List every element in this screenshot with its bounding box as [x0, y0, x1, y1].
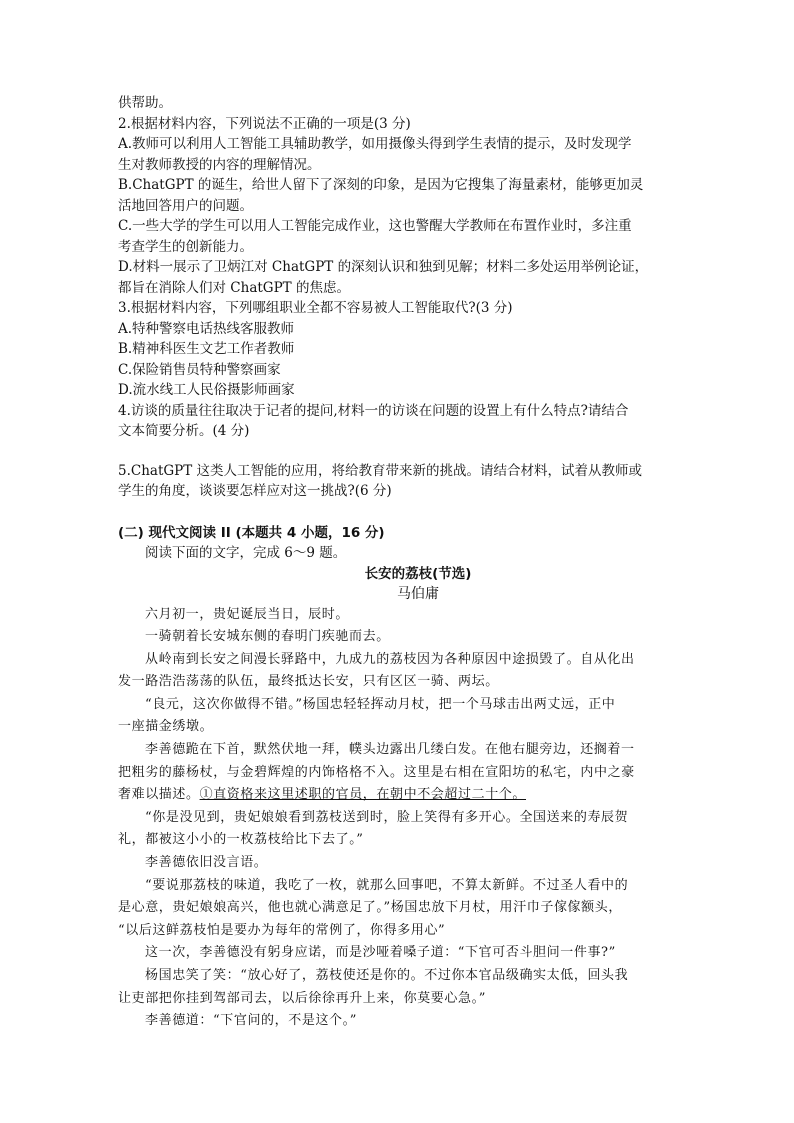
- q2-option-c-line2: 考查学生的创新能力。: [118, 238, 253, 255]
- story-author: 马伯庸: [397, 585, 439, 602]
- q5-line2: 学生的角度，谈谈要怎样应对这一挑战?(6 分): [118, 483, 392, 499]
- q2-option-d-line1: D.材料一展示了卫炳江对 ChatGPT 的深刻认识和独到见解；材料二多处运用举例论证，: [118, 259, 649, 275]
- spacer: [118, 502, 678, 523]
- story-paragraph-cont: 让吏部把你挂到驾部司去，以后徐徐再升上来，你莫要心急。”: [118, 990, 486, 1006]
- story-paragraph: 从岭南到长安之间漫长驿路中，九成九的荔枝因为各种原因中途损毁了。自从化出: [145, 651, 635, 667]
- q4-line1: 4.访谈的质量往往取决于记者的提问,材料一的访谈在问题的设置上有什么特点?请结合: [118, 402, 629, 419]
- q2-option-a-line2: 生对教师教授的内容的理解情况。: [118, 156, 321, 173]
- q2-stem: 2.根据材料内容，下列说法不正确的一项是(3 分): [118, 115, 411, 132]
- q1-tail: 供帮助。: [118, 95, 172, 111]
- story-paragraph: 李善德依旧没言语。: [145, 855, 268, 871]
- underlined-sentence-1: ①直资格来这里述职的官员，在朝中不会超过二十个。: [199, 787, 527, 803]
- story-paragraph-cont: 把粗劣的藤杨杖，与金碧辉煌的内饰格格不入。这里是右相在宣阳坊的私宅，内中之豪: [118, 764, 635, 780]
- q3-option-c: C.保险销售员特种警察画家: [118, 361, 281, 378]
- story-paragraph: 一骑朝着长安城东侧的春明门疾驰而去。: [145, 629, 390, 645]
- q2-option-d-line2: 都旨在消除人们对 ChatGPT 的焦虑。: [118, 279, 350, 296]
- q5-line1: 5.ChatGPT 这类人工智能的应用，将给教育带来新的挑战。请结合材料，试着从教师或: [118, 462, 643, 479]
- story-paragraph-cont: [118, 784, 678, 807]
- story-paragraph: “良元，这次你做得不错。”杨国忠轻轻挥动月杖，把一个马球击出两丈远，正中: [145, 696, 616, 712]
- q3-option-a: A.特种警察电话热线客服教师: [118, 320, 295, 337]
- q3-stem: 3.根据材料内容，下列哪组职业全都不容易被人工智能取代?(3 分): [118, 300, 513, 316]
- q2-option-c-line1: C.一些大学的学生可以用人工智能完成作业，这也警醒大学教师在布置作业时，多注重: [118, 218, 632, 234]
- story-paragraph: 杨国忠笑了笑：“放心好了，荔枝使还是你的。不过你本官品级确实太低，回头我: [145, 968, 629, 983]
- q4-line2: 文本简要分析。(4 分): [118, 423, 250, 439]
- q3-option-d: D.流水线工人民俗摄影师画家: [118, 382, 295, 398]
- story-paragraph: 李善德道：“下官问的，不是这个。”: [145, 1013, 357, 1029]
- story-paragraph-cont: 是心意，贵妃娘娘高兴，他也就心满意足了。”杨国忠放下月杖，用汗巾子傢傢额头，: [118, 900, 622, 916]
- spacer: [118, 442, 678, 461]
- section-title: (二) 现代文阅读 II (本题共 4 小题，16 分): [118, 524, 385, 541]
- story-paragraph-cont: 一座描金绣墩。: [118, 719, 214, 735]
- q3-option-b: B.精神科医生文艺工作者教师: [118, 341, 295, 357]
- story-paragraph-cont: “以后这鲜荔枝怕是要办为每年的常例了，你得多用心”: [118, 922, 446, 938]
- story-paragraph: “你是没见到，贵妃娘娘看到荔枝送到时，脸上笑得有多开心。全国送来的寿辰贺: [145, 809, 629, 825]
- story-paragraph-cont: 发一路浩浩荡荡的队伍，最终抵达长安，只有区区一骑、两坛。: [118, 674, 499, 690]
- q2-option-a-line1: A.教师可以利用人工智能工具辅助教学，如用摄像头得到学生表情的提示，及时发现学: [118, 136, 632, 152]
- story-paragraph-cont: 礼，都被这小小的一枚荔枝给比下去了。”: [118, 832, 364, 848]
- story-paragraph: “要说那荔枝的味道，我吃了一枚，就那么回事吧，不算太新鲜。不过圣人看中的: [145, 877, 629, 893]
- story-paragraph: 李善德跪在下首，默然伏地一拜，幞头边露出几缕白发。在他右腿旁边，还搁着一: [145, 742, 635, 758]
- story-paragraph: 这一次，李善德没有躬身应诺，而是沙哑着嗓子道：“下官可否斗胆问一件事?”: [145, 945, 616, 961]
- q2-option-b-line1: B.ChatGPT 的诞生，给世人留下了深刻的印象，是因为它搜集了海量素材，能够更加灵: [118, 177, 644, 193]
- story-title: 长安的荔枝(节选): [364, 565, 472, 582]
- q2-option-b-line2: 活地回答用户的问题。: [118, 197, 253, 214]
- story-paragraph: 六月初一，贵妃诞辰当日，辰时。: [145, 606, 350, 622]
- document-page: [118, 93, 678, 1033]
- story-text: 奢难以描述。: [118, 787, 200, 803]
- section-instruction: 阅读下面的文字，完成 6～9 题。: [145, 545, 347, 561]
